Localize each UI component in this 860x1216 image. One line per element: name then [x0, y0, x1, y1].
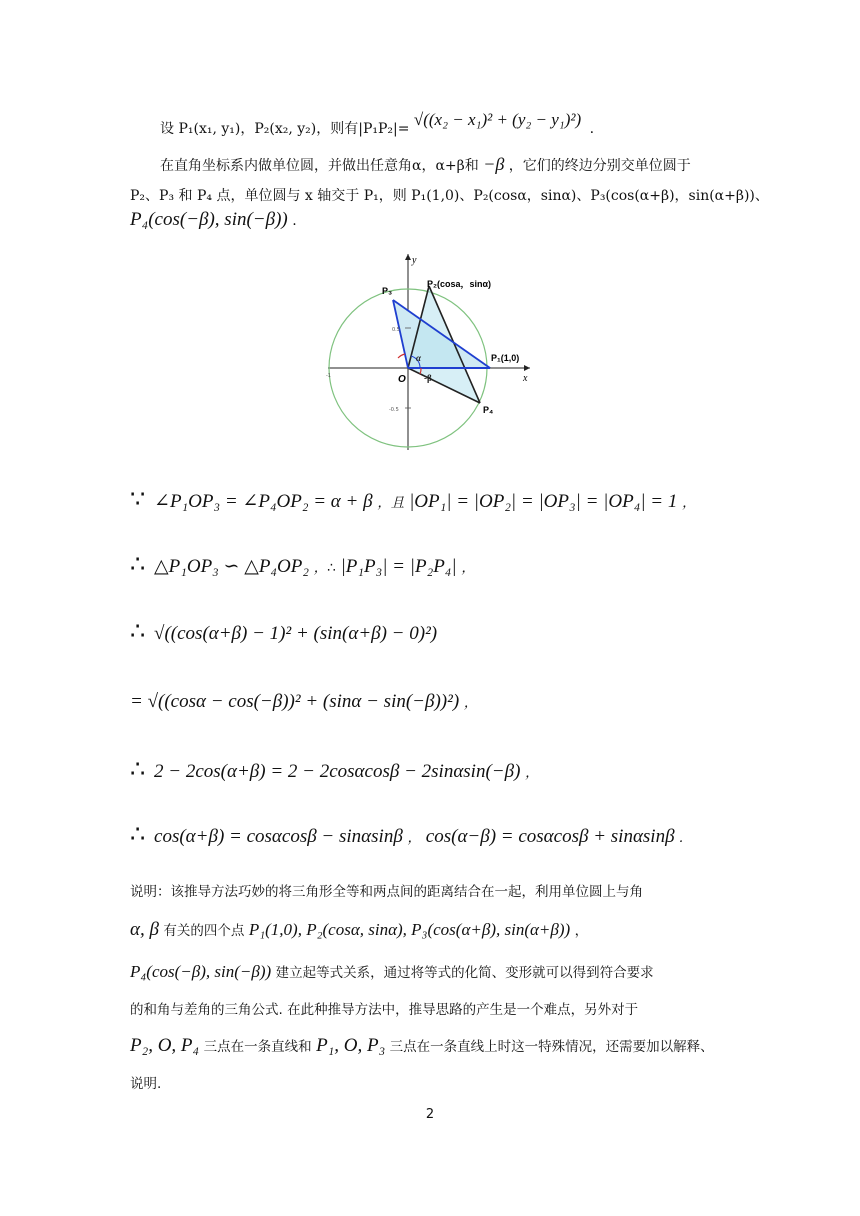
- intro-line-4: [130, 210, 297, 231]
- p3-angle-arc: [398, 354, 405, 358]
- note-p2op4: P₂, O, P₄: [130, 1035, 200, 1056]
- p4-formula: P₄(cos(−β), sin(−β)): [130, 209, 288, 230]
- tick-neg1-label: -1: [326, 373, 331, 379]
- cos-sum-formula: cos(α+β) = cosαcosβ − sinαsinβ: [154, 826, 403, 847]
- distance-formula: √((x₂ − x₁)² + (y₂ − y₁)²): [413, 110, 582, 129]
- note-line-4: [130, 1000, 638, 1020]
- comma-5: ，: [407, 830, 422, 846]
- because-symbol: ∵: [130, 487, 146, 513]
- comma-3: ，: [463, 695, 478, 711]
- comma-4: ，: [525, 765, 539, 781]
- intro-text-2: 在直角坐标系内做单位圆，并做出任意角α，α+β和: [160, 158, 479, 174]
- p3-label: P₃: [382, 286, 393, 296]
- intro-period-4: .: [292, 213, 297, 229]
- and-text: ，且: [377, 495, 405, 511]
- note-text-4: 的和角与差角的三角公式. 在此种推导方法中，推导思路的产生是一个难点，另外对于: [130, 1002, 639, 1018]
- note-points: P₁(1,0), P₂(cosα, sinα), P₃(cos(α+β), sin(α+β)): [248, 920, 571, 939]
- unit-circle-diagram: [326, 250, 532, 452]
- note-line-3: [130, 962, 654, 983]
- therefore-symbol-3: ∴: [130, 757, 146, 783]
- angle-equality: ∠P₁OP₃ = ∠P₄OP₂ = α + β: [154, 491, 373, 512]
- intro-line-2: [160, 154, 691, 176]
- derivation-line-1: [130, 487, 696, 513]
- note-line-1: [130, 882, 643, 902]
- y-axis-arrow: [405, 254, 411, 260]
- alpha-label: α: [416, 353, 421, 363]
- derivation-line-5: [130, 757, 539, 783]
- triangle-congruence: △P₁OP₃ ∽ △P₄OP₂: [154, 556, 309, 577]
- note-line-6: [130, 1074, 161, 1094]
- therefore-symbol-1: ∴: [130, 552, 146, 578]
- p2-label: P₂(cosa，sinα): [427, 279, 492, 289]
- distance-p1p3: √((cos(α+β) − 1)² + (sin(α+β) − 0)²): [154, 623, 438, 644]
- therefore-symbol-4: ∴: [130, 822, 146, 848]
- note-text-2: 有关的四个点: [163, 923, 245, 939]
- neg-beta-label: -β: [424, 373, 432, 383]
- note-text-3: 建立起等式关系，通过将等式的化简、变形就可以得到符合要求: [275, 965, 654, 981]
- y-axis-label: y: [412, 255, 417, 266]
- p1-label: P₁(1,0): [491, 353, 520, 363]
- intro-text-2b: ，它们的终边分别交单位圆于: [508, 158, 691, 174]
- intro-text-1: 设 P₁(x₁, y₁)，P₂(x₂, y₂)，则有|P₁P₂|=: [160, 121, 410, 137]
- therefore-symbol-2: ∴: [130, 619, 146, 645]
- note-comma-2: ，: [574, 923, 589, 939]
- intro-period-1: .: [589, 121, 595, 137]
- derivation-line-6: [130, 822, 684, 848]
- chord-equality: |P₁P₃| = |P₂P₄|: [340, 556, 457, 577]
- radius-equality: |OP₁| = |OP₂| = |OP₃| = |OP₄| = 1: [409, 491, 678, 512]
- note-text-1: 说明：该推导方法巧妙的将三角形全等和两点间的距离结合在一起，利用单位圆上与角: [130, 884, 643, 900]
- x-axis-label: x: [523, 373, 528, 384]
- intro-line-3: [130, 186, 769, 206]
- note-p1op3: P₁, O, P₃: [316, 1035, 386, 1056]
- cos-diff-formula: cos(α−β) = cosαcosβ + sinαsinβ: [425, 826, 675, 847]
- origin-label: O: [398, 374, 406, 385]
- derivation-line-2: [130, 552, 475, 578]
- note-text-5b: 三点在一条直线上时这一特殊情况，还需要加以解释、: [389, 1039, 714, 1055]
- tick-neg05-label: -0.5: [389, 407, 399, 413]
- tick-05-label: 0.5: [392, 327, 400, 333]
- p4-label: P₄: [483, 405, 494, 415]
- note-text-5a: 三点在一条直线和: [203, 1039, 312, 1055]
- x-axis-arrow: [524, 365, 530, 371]
- neg-beta-formula: −β: [483, 154, 505, 174]
- simplified-equation: 2 − 2cos(α+β) = 2 − 2cosαcosβ − 2sinαsin(−β): [154, 761, 521, 782]
- comma-2: ，: [461, 560, 475, 576]
- intro-text-3: P₂、P₃ 和 P₄ 点，单位圆与 x 轴交于 P₁，则 P₁(1,0)、P₂(cosα，sinα)、P₃(cos(α+β)，sin(α+β))、: [130, 188, 769, 204]
- page-number: 2: [425, 1107, 435, 1122]
- comma-1: ，: [682, 495, 696, 511]
- unit-circle-figure: [326, 250, 532, 452]
- derivation-line-4: [130, 692, 477, 713]
- note-alpha-beta: α, β: [130, 919, 159, 940]
- distance-p2p4: = √((cosα − cos(−β))² + (sinα − sin(−β))²): [130, 691, 460, 712]
- note-text-6: 说明.: [130, 1076, 162, 1092]
- period-end: .: [679, 830, 684, 846]
- note-line-2: [130, 920, 588, 941]
- derivation-line-3: [130, 619, 438, 645]
- note-line-5: [130, 1036, 714, 1057]
- intro-line-1: [160, 110, 595, 139]
- therefore-mid: ，∴: [313, 560, 336, 576]
- note-p4-point: P₄(cos(−β), sin(−β)): [130, 962, 272, 981]
